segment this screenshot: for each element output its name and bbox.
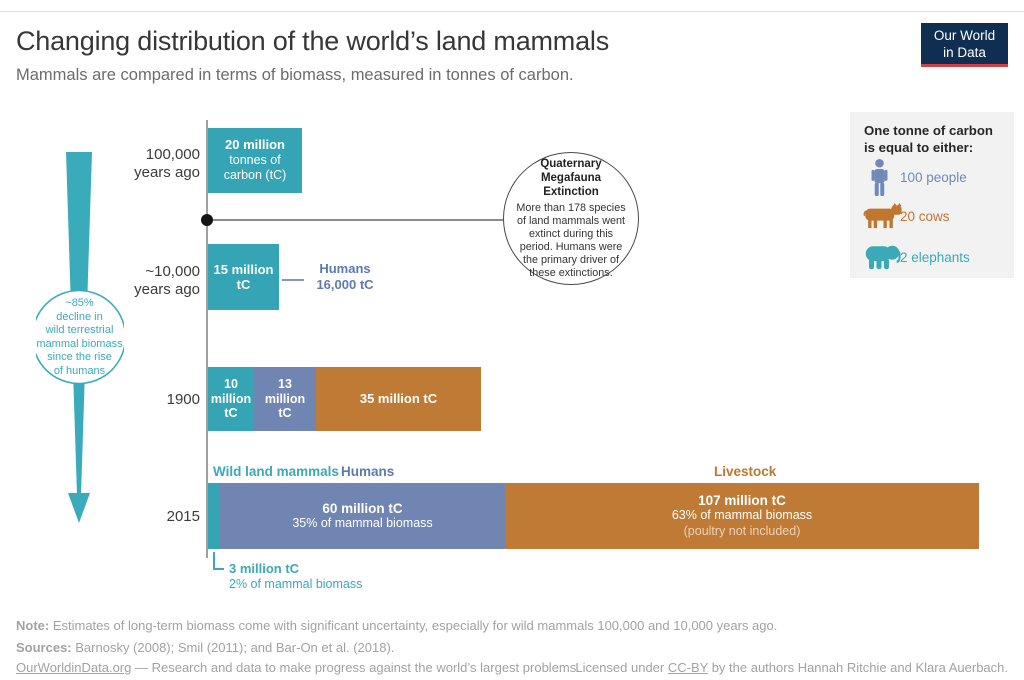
legend-label-people: 100 people <box>900 170 967 185</box>
bar-wild-10k <box>208 244 279 310</box>
extinction-event-dot <box>201 214 213 226</box>
bar-value: carbon (tC) <box>223 168 287 183</box>
extinction-title: Megafauna Extinction <box>540 172 602 198</box>
extinction-connector-line <box>207 219 504 221</box>
row-label-2015: 2015 <box>166 508 200 525</box>
footer-note-label: Note: <box>16 618 50 633</box>
footer-sources-text: Barnosky (2008); Smil (2011); and Bar-On et al. (2018). <box>71 640 395 655</box>
legend-label-cows: 20 cows <box>900 209 950 224</box>
bar-wild-100k <box>208 128 302 193</box>
series-label-livestock: Livestock <box>714 464 777 479</box>
top-divider <box>0 11 1024 12</box>
legend-title-line2: is equal to either: <box>864 139 974 155</box>
legend-box <box>850 112 1014 278</box>
bar-value: tC <box>224 406 238 421</box>
legend-title-line1: One tonne of carbon <box>864 123 993 138</box>
owid-logo-line2: in Data <box>943 44 986 60</box>
elephant-icon <box>864 242 902 270</box>
person-icon <box>869 159 890 197</box>
cc-by-link[interactable]: CC-BY <box>667 660 709 675</box>
bar-livestock-1900 <box>316 367 481 431</box>
footer-sources-label: Sources: <box>16 640 72 655</box>
row-label-line: years ago <box>134 164 200 181</box>
bar-wild-2015 <box>208 483 220 549</box>
footer-license-prefix: Licensed under <box>575 660 668 675</box>
bar-value: tonnes of <box>229 152 281 167</box>
legend-label-elephants: 2 elephants <box>900 250 970 265</box>
page-title: Changing distribution of the world’s land mammals <box>16 26 610 56</box>
cow-icon <box>862 203 904 229</box>
bar-value: million <box>264 391 306 406</box>
decline-line: ~85% <box>65 297 94 309</box>
bar-value: 13 <box>278 377 292 392</box>
row-label-line: 100,000 <box>145 146 200 163</box>
footer-note-text: Estimates of long-term biomass come with significant uncertainty, especially for wild mammals 100,000 and 10,000 years ago. <box>49 618 778 633</box>
annotation-line: Humans <box>319 261 371 276</box>
bar-humans-2015 <box>220 483 505 549</box>
row-label-10k <box>88 263 200 299</box>
footer-bottom <box>16 660 1008 675</box>
row-label-100k <box>88 146 200 182</box>
bar-value: 60 million tC <box>322 500 403 516</box>
row-label-line: ~10,000 <box>145 263 200 280</box>
annotation-line: 16,000 tC <box>316 276 374 292</box>
owid-site-link[interactable]: OurWorldinData.org <box>16 660 132 675</box>
footer-site-text: — Research and data to make progress against the world’s largest problems. <box>131 660 580 675</box>
bar-value: tC <box>278 406 292 421</box>
series-label-humans: Humans <box>341 464 395 479</box>
bar-value: 15 million tC <box>213 261 274 292</box>
decline-line: mammal biomass <box>36 337 123 350</box>
decline-line: wild terrestrial <box>45 324 114 336</box>
decline-line: decline in <box>56 310 103 323</box>
wild-2015-connector-h <box>213 568 224 570</box>
decline-line: of humans <box>53 364 106 377</box>
wild-2015-connector-v <box>213 552 215 569</box>
footer-note <box>16 618 1008 633</box>
owid-logo <box>921 23 1008 67</box>
series-label-wild: Wild land mammals <box>213 464 339 479</box>
row-label-1900: 1900 <box>166 391 200 408</box>
extinction-title: Quaternary <box>540 158 602 170</box>
bar-value: 63% of mammal biomass <box>671 508 813 523</box>
extinction-body: More than 178 species of land mammals went extinct during this period. Humans were the primary driver of these extinctions. <box>516 202 626 279</box>
row-label-line: years ago <box>134 281 200 298</box>
bar-value: 35% of mammal biomass <box>292 516 433 530</box>
bar-value: 35 million tC <box>359 391 438 407</box>
humans-10k-annotation <box>299 261 391 292</box>
page-subtitle: Mammals are compared in terms of biomass, measured in tonnes of carbon. <box>16 66 574 84</box>
wild-2015-value: 3 million tC <box>229 561 300 576</box>
bar-value: (poultry not included) <box>683 523 801 538</box>
footer-license <box>575 660 1008 675</box>
bar-value: 107 million tC <box>698 492 786 508</box>
bar-value: 20 million <box>225 137 285 153</box>
decline-line: since the rise <box>47 351 112 363</box>
bar-value: 10 <box>224 377 238 392</box>
bar-livestock-2015 <box>505 483 979 549</box>
extinction-annotation-circle <box>503 152 639 285</box>
footer-sources <box>16 640 1008 655</box>
decline-annotation-text <box>32 297 127 378</box>
wild-2015-share: 2% of mammal biomass <box>229 577 363 591</box>
bar-value: million <box>210 391 252 406</box>
bar-wild-1900 <box>208 367 254 431</box>
footer-license-suffix: by the authors Hannah Ritchie and Klara Auerbach. <box>708 660 1008 675</box>
owid-logo-line1: Our World <box>933 27 996 43</box>
bar-humans-1900 <box>254 367 316 431</box>
